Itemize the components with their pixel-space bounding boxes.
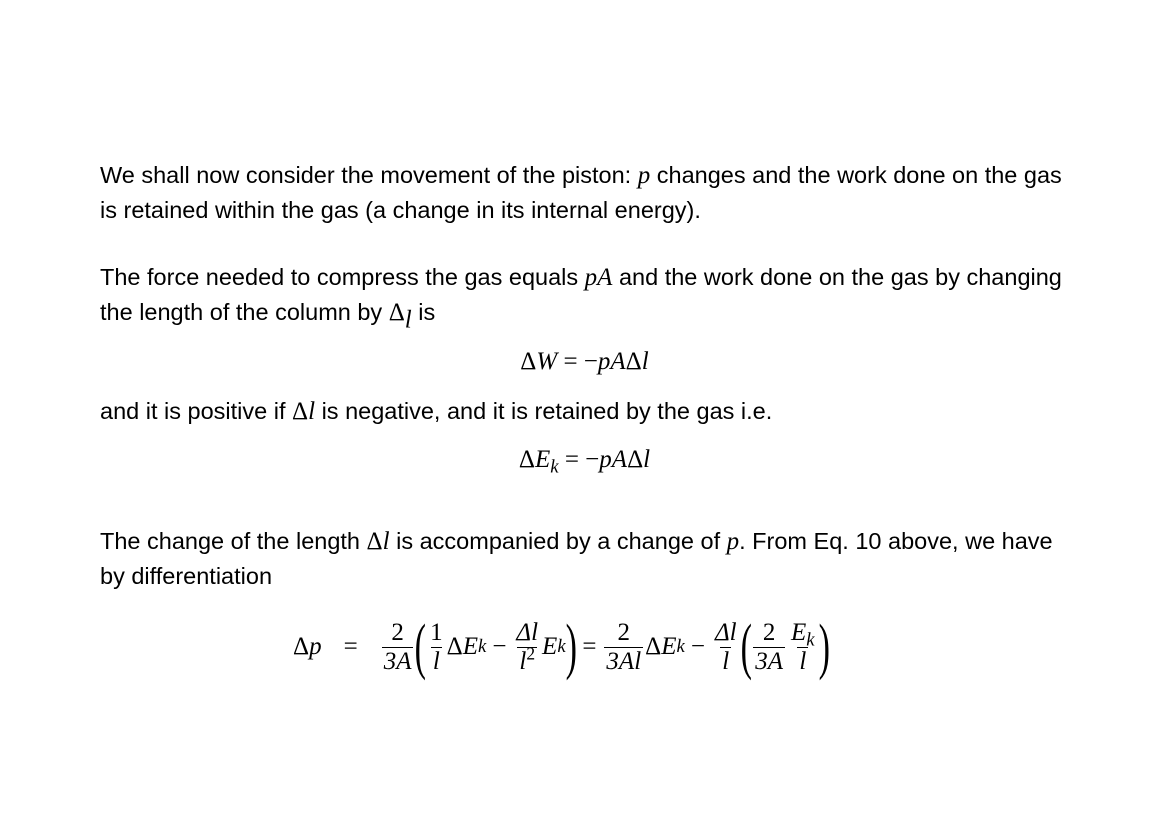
fraction-2-over-3Al (604, 620, 643, 675)
fraction-2-over-3A (753, 620, 785, 675)
math-var-p: p (637, 162, 651, 189)
math-var-E: E (661, 633, 677, 660)
fraction-numerator: 2 (617, 618, 631, 646)
math-var-l: l (382, 528, 390, 555)
math-eq: = (343, 633, 358, 660)
math-var-l: l (641, 348, 649, 375)
math-var-E: E (791, 618, 807, 646)
fraction-denominator: l (722, 647, 730, 675)
math-delta: Δ (292, 398, 309, 425)
fraction-denominator (517, 642, 537, 675)
text: is (411, 299, 436, 325)
math-delta: Δ (388, 299, 405, 326)
math-var-pA: pA (597, 348, 626, 375)
paragraph-positive (100, 394, 1070, 429)
fraction-dl-over-l2 (514, 620, 540, 675)
math-sub-l: l (404, 306, 412, 334)
left-paren: ( (415, 613, 427, 681)
fraction-numerator: Δl (516, 618, 539, 646)
fraction-numerator: 1 (430, 618, 443, 646)
math-var-pA: pA (599, 446, 628, 473)
fraction-Ek-over-l (789, 620, 817, 675)
fraction-1-over-l (428, 620, 445, 675)
fraction-denominator: 3Al (606, 647, 642, 675)
right-paren: ) (565, 613, 577, 681)
paragraph-force (100, 260, 1070, 334)
math-minus: − (492, 633, 507, 660)
math-var-W: W (536, 348, 558, 375)
equation-differentiation: Δ p = $\frac{2}{3A}$ ( $\frac{1}{l}$ Δ E k − $\frac{\Delta l}{l^2}$ E k ) = $\frac{2}{3Al}$ Δ E k − $\frac{\Delta l}{l}$ ( $\frac{2}{3A}$ $\frac{E_k}{l}$ ) (293, 613, 830, 681)
fraction-2-over-3A (382, 620, 414, 675)
fraction-denominator: l (799, 647, 807, 675)
math-delta: Δ (625, 348, 642, 375)
math-var-p: p (309, 633, 322, 660)
math-var-l: l (643, 446, 651, 473)
text: is negative, and it is retained by the gas i.e. (315, 398, 773, 424)
math-delta: Δ (293, 633, 310, 660)
math-delta: Δ (518, 446, 535, 473)
math-eq: = (582, 633, 597, 660)
text: and the work done on the gas by changing the length of the column by (100, 264, 1062, 325)
math-sub-k: k (550, 456, 559, 478)
math-eq: = − (557, 348, 598, 375)
fraction-dl-over-l (713, 620, 739, 675)
fraction-denominator: 3A (755, 647, 783, 675)
math-eq: = − (558, 446, 600, 473)
paragraph-piston-movement (100, 158, 1070, 228)
math-delta: Δ (645, 633, 662, 660)
text: We shall now consider the movement of the piston: (100, 162, 638, 188)
math-var-E: E (542, 633, 558, 660)
math-delta: Δ (446, 633, 463, 660)
math-var-l: l (308, 398, 316, 425)
math-var-p: p (726, 528, 740, 555)
math-sub-k: k (806, 629, 815, 651)
fraction-numerator: 2 (762, 618, 776, 646)
text: and it is positive if (100, 398, 293, 424)
fraction-numerator: Δl (714, 618, 737, 646)
math-exponent: 2 (526, 642, 536, 663)
text: The change of the length (100, 528, 367, 554)
fraction-numerator: 2 (391, 618, 404, 646)
math-delta: Δ (520, 348, 537, 375)
equation-energy (0, 446, 1169, 478)
text: is accompanied by a change of (389, 528, 727, 554)
math-minus: − (690, 633, 705, 660)
math-var-E: E (534, 446, 551, 473)
left-paren: ( (740, 613, 752, 681)
math-var-E: E (462, 633, 478, 660)
text: . From Eq. 10 above, we have by differentiation (100, 528, 1053, 589)
math-delta: Δ (627, 446, 644, 473)
text: changes and the work done on the gas is retained within the gas (a change in its internal energy). (100, 162, 1062, 223)
fraction-numerator (789, 618, 817, 651)
math-delta: Δ (366, 528, 383, 555)
math-var-pA: pA (584, 264, 613, 291)
right-paren: ) (818, 613, 830, 681)
text: The force needed to compress the gas equals (100, 264, 585, 290)
math-var-l: l (519, 647, 527, 675)
fraction-denominator: l (432, 647, 440, 675)
paragraph-length-change (100, 524, 1070, 594)
equation-work (0, 348, 1169, 376)
fraction-denominator: 3A (383, 647, 412, 675)
